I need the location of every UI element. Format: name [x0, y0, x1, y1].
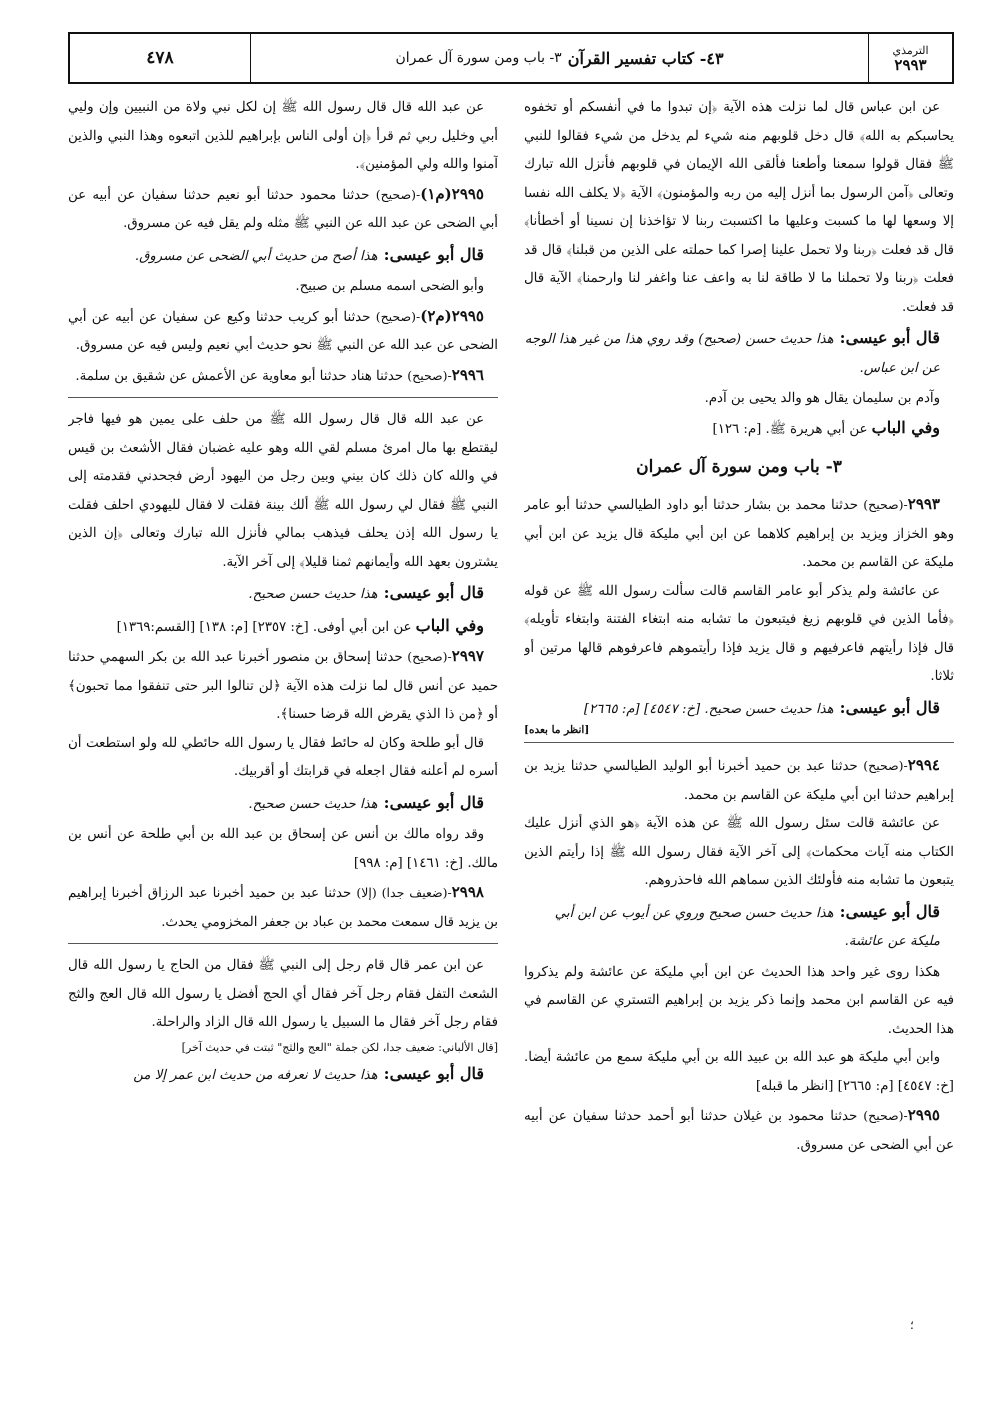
page-number: ٤٧٨	[146, 48, 174, 68]
comment-speaker: قال أبو عيسى:	[839, 697, 940, 717]
header-book-ref	[868, 34, 952, 82]
corner-mark: ؛	[910, 1318, 914, 1332]
comment-speaker: قال أبو عيسى:	[839, 901, 940, 921]
comment-text: هذا حديث حسن صحيح وروي عن أيوب عن ابن أبي مليكة عن عائشة.	[554, 905, 940, 949]
header-book-name: الترمذي	[892, 44, 929, 57]
comment-speaker: قال أبو عيسى:	[383, 1063, 484, 1083]
paragraph: عن عبد الله قال قال رسول الله ﷺ من حلف على يمين هو فيها فاجر ليقتطع بها مال امرئ مسلم لقي الله وهو عليه غضبان فقال الأشعث بن قيس في والله كان ذلك كان بيني وبين رجل من اليهود أرض فجحدني فقدمته إلى النبي ﷺ فقال لي رسول الله ﷺ ألك بينة فقلت لا فقال لليهودي احلف فقلت يا رسول الله إذن يحلف فيذهب بمالي فأنزل الله تبارك وتعالى ﴿إن الذين يشترون بعهد الله وأيمانهم ثمنا قليلا﴾ إلى آخر الآية.	[68, 412, 498, 570]
paragraph: عن عبد الله قال قال رسول الله ﷺ إن لكل نبي ولاة من النبيين وإن وليي أبي وخليل ربي ثم قرأ ﴿إن أولى الناس بإبراهيم للذين اتبعوه وهذا النبي والذين آمنوا والله ولي المؤمنين﴾.	[68, 100, 498, 172]
comment-speaker: قال أبو عيسى:	[383, 792, 484, 812]
hadith-entry	[68, 180, 498, 239]
comment-text: هذا أصح من حديث أبي الضحى عن مسروق.	[134, 248, 378, 264]
hadith-entry	[524, 1101, 954, 1160]
albani-note: [قال الألباني: ضعيف جدا، لكن جملة "العج والثج" ثبتت في حديث آخر]	[181, 1040, 498, 1054]
hadith-number: ٢٩٩٤	[907, 756, 940, 774]
hadith-grade: -(صحيح)	[863, 758, 908, 773]
hadith-number: ٢٩٩٣	[907, 495, 940, 513]
hadith-text: حدثنا محمد بن بشار حدثنا أبو داود الطيالسي حدثنا أبو عامر وهو الخزاز ويزيد بن إبراهيم كلاهما عن ابن أبي مليكة قال يزيد عن ابن أبي مليكة عن القاسم بن محمد.	[524, 498, 954, 570]
hadith-entry	[524, 751, 954, 810]
header-hadith-range: ٢٩٩٣	[894, 56, 927, 74]
hadith-text: حدثنا محمود بن غيلان حدثنا أبو أحمد حدثنا سفيان عن أبيه عن أبي الضحى عن مسروق.	[524, 1109, 954, 1153]
divider	[524, 742, 954, 743]
fi-al-bab-text: عن ابن أبي أوفى. [خ: ٢٣٥٧] [م: ١٣٨] [القسم:١٣٦٩]	[116, 619, 416, 635]
comment-text: هذا حديث حسن صحيح.	[248, 796, 378, 812]
divider	[68, 943, 498, 944]
comment-text: هذا حديث لا نعرفه من حديث ابن عمر إلا من	[133, 1067, 378, 1083]
comment-speaker: قال أبو عيسى:	[383, 244, 484, 264]
hadith-grade: -(صحيح)	[407, 367, 452, 383]
divider	[68, 397, 498, 398]
paragraph: وقد رواه مالك بن أنس عن إسحاق بن عبد الله بن أبي طلحة عن أنس بن مالك. [خ: ١٤٦١] [م: ٩٩٨]	[68, 827, 498, 871]
abu-isa-comment	[524, 898, 954, 957]
hadith-text: حدثنا إسحاق بن منصور أخبرنا عبد الله بن بكر السهمي حدثنا حميد عن أنس قال لما نزلت هذه الآية ﴿لن تنالوا البر حتى تنفقوا مما تحبون﴾ أو ﴿من ذا الذي يقرض الله قرضا حسنا﴾.	[68, 650, 498, 722]
abu-isa-comment	[68, 1060, 498, 1091]
hadith-grade: -(صحيح)	[407, 649, 452, 664]
hadith-text: حدثنا عبد بن حميد أخبرنا عبد الرزاق أخبرنا إبراهيم بن يزيد قال سمعت محمد بن عباد بن جعفر المخزومي يحدث.	[68, 886, 498, 930]
comment-text: هذا حديث حسن صحيح. [خ: ٤٥٤٧] [م: ٢٦٦٥]	[583, 701, 834, 717]
fi-al-bab	[524, 414, 954, 445]
paragraph: عن عائشة ولم يذكر أبو عامر القاسم قالت سألت رسول الله ﷺ عن قوله ﴿فأما الذين في قلوبهم زيغ فيتبعون ما تشابه منه ابتغاء الفتنة وابتغاء تأويله﴾ قال فإذا رأيتهم فاعرفيهم و قال يزيد فإذا رأيتموهم فاعرفوهم قالها مرتين أو ثلاثا.	[524, 583, 954, 684]
hadith-number: ٢٩٩٥	[907, 1106, 940, 1124]
hadith-grade: -(صحيح)	[863, 497, 908, 512]
page-header	[68, 32, 954, 84]
hadith-text: حدثنا هناد حدثنا أبو معاوية عن الأعمش عن شقيق بن سلمة.	[75, 368, 408, 384]
hadith-grade: -(ضعيف جدا) (إلا)	[356, 885, 452, 900]
hadith-text: حدثنا عبد بن حميد أخبرنا أبو الوليد الطيالسي حدثنا يزيد بن إبراهيم حدثنا ابن أبي مليكة عن القاسم بن محمد.	[524, 759, 954, 803]
paragraph: وابن أبي مليكة هو عبد الله بن عبيد الله بن أبي مليكة سمع من عائشة أيضا. [خ: ٤٥٤٧] [م: ٢٦٦٥] [انظر ما قبله]	[524, 1050, 954, 1094]
comment-speaker: قال أبو عيسى:	[383, 583, 484, 602]
abu-isa-comment	[68, 789, 498, 820]
abu-isa-comment	[68, 579, 498, 610]
hadith-number: ٢٩٩٥(م١)	[420, 184, 484, 203]
hadith-grade: -(صحيح)	[375, 186, 421, 202]
paragraph: وأبو الضحى اسمه مسلم بن صبيح.	[295, 279, 484, 294]
hadith-text: حدثنا محمود حدثنا أبو نعيم حدثنا سفيان عن أبيه عن أبي الضحى عن عبد الله عن النبي ﷺ مثله ولم يقل فيه عن مسروق.	[68, 187, 498, 231]
hadith-number: ٢٩٩٦	[451, 365, 484, 384]
paragraph: هكذا روى غير واحد هذا الحديث عن ابن أبي مليكة عن عائشة ولم يذكروا فيه عن القاسم ابن محمد وإنما ذكر يزيد بن إبراهيم التستري عن القاسم في هذا الحديث.	[524, 964, 954, 1037]
hadith-grade: -(صحيح)	[375, 308, 421, 324]
paragraph: عن ابن عباس قال لما نزلت هذه الآية ﴿إن تبدوا ما في أنفسكم أو تخفوه يحاسبكم به الله﴾ قال دخل قلوبهم منه شيء لم يدخل من شيء فقالوا للنبي ﷺ فقال قولوا سمعنا وأطعنا فألقى الله الإيمان في قلوبهم فأنزل الله تبارك وتعالى ﴿آمن الرسول بما أنزل إليه من ربه والمؤمنون﴾ الآية ﴿لا يكلف الله نفسا إلا وسعها لها ما كسبت وعليها ما اكتسبت ربنا لا تؤاخذنا إن نسينا أو أخطأنا﴾ قال قد فعلت ﴿ربنا ولا تحمل علينا إصرا كما حملته على الذين من قبلنا﴾ قال قد فعلت ﴿ربنا ولا تحملنا ما لا طاقة لنا به واعف عنا واغفر لنا وارحمنا﴾ الآية قال قد فعلت.	[524, 100, 954, 315]
paragraph: وآدم بن سليمان يقال هو والد يحيى بن آدم.	[704, 391, 940, 406]
fi-al-bab	[68, 612, 498, 643]
fi-al-bab-text: عن أبي هريرة ﷺ. [م: ١٢٦]	[712, 421, 872, 437]
text-columns	[68, 94, 954, 1364]
paragraph: قال أبو طلحة وكان له حائط فقال يا رسول الله حائطي لله ولو استطعت أن أسره لم أعلنه فقال اجعله في قرابتك أو أقربيك.	[68, 735, 498, 779]
paragraph: عن ابن عمر قال قام رجل إلى النبي ﷺ فقال من الحاج يا رسول الله قال الشعث التفل فقام رجل آخر فقال أي الحج أفضل يا رسول الله قال العج والثج فقام رجل آخر فقال ما السبيل يا رسول الله قال الزاد والراحلة.	[68, 958, 498, 1030]
right-column	[524, 94, 954, 1364]
header-section: ٣- باب ومن سورة آل عمران	[395, 50, 562, 66]
abu-isa-comment	[524, 694, 954, 725]
hadith-number: ٢٩٩٧	[451, 647, 484, 665]
hadith-entry	[68, 642, 498, 730]
fi-al-bab-label: وفي الباب	[415, 615, 484, 635]
comment-text: هذا حديث حسن (صحيح) وقد روي هذا من غير هذا الوجه عن ابن عباس.	[524, 332, 940, 376]
left-column	[68, 94, 498, 1364]
abu-isa-comment	[524, 324, 954, 383]
hadith-entry	[524, 490, 954, 578]
header-chapter: ٤٣- كتاب تفسير القرآن	[567, 48, 724, 68]
hadith-grade: -(صحيح)	[863, 1108, 908, 1123]
chapter-heading: ٣- باب ومن سورة آل عمران	[636, 457, 842, 477]
hadith-entry	[68, 361, 498, 392]
hadith-entry	[68, 878, 498, 937]
cross-reference-note: [انظر ما بعده]	[524, 724, 590, 736]
hadith-entry	[68, 302, 498, 361]
comment-speaker: قال أبو عيسى:	[839, 328, 940, 347]
paragraph: عن عائشة قالت سئل رسول الله ﷺ عن هذه الآية ﴿هو الذي أنزل عليك الكتاب منه آيات محكمات﴾ إلى آخر الآية فقال رسول الله ﷺ إذا رأيتم الذين يتبعون ما تشابه منه فأولئك الذين سماهم الله فاحذروهم.	[524, 816, 954, 888]
abu-isa-comment	[68, 241, 498, 272]
book-page	[68, 32, 954, 1377]
comment-text: هذا حديث حسن صحيح.	[248, 587, 378, 602]
fi-al-bab-label: وفي الباب	[871, 417, 940, 437]
hadith-number: ٢٩٩٥(م٢)	[420, 306, 484, 325]
hadith-number: ٢٩٩٨	[451, 883, 484, 901]
header-title	[250, 34, 868, 82]
hadith-text: حدثنا أبو كريب حدثنا وكيع عن سفيان عن أبيه عن أبي الضحى عن عبد الله عن النبي ﷺ نحو حديث أبي نعيم وليس فيه عن مسروق.	[68, 309, 498, 353]
